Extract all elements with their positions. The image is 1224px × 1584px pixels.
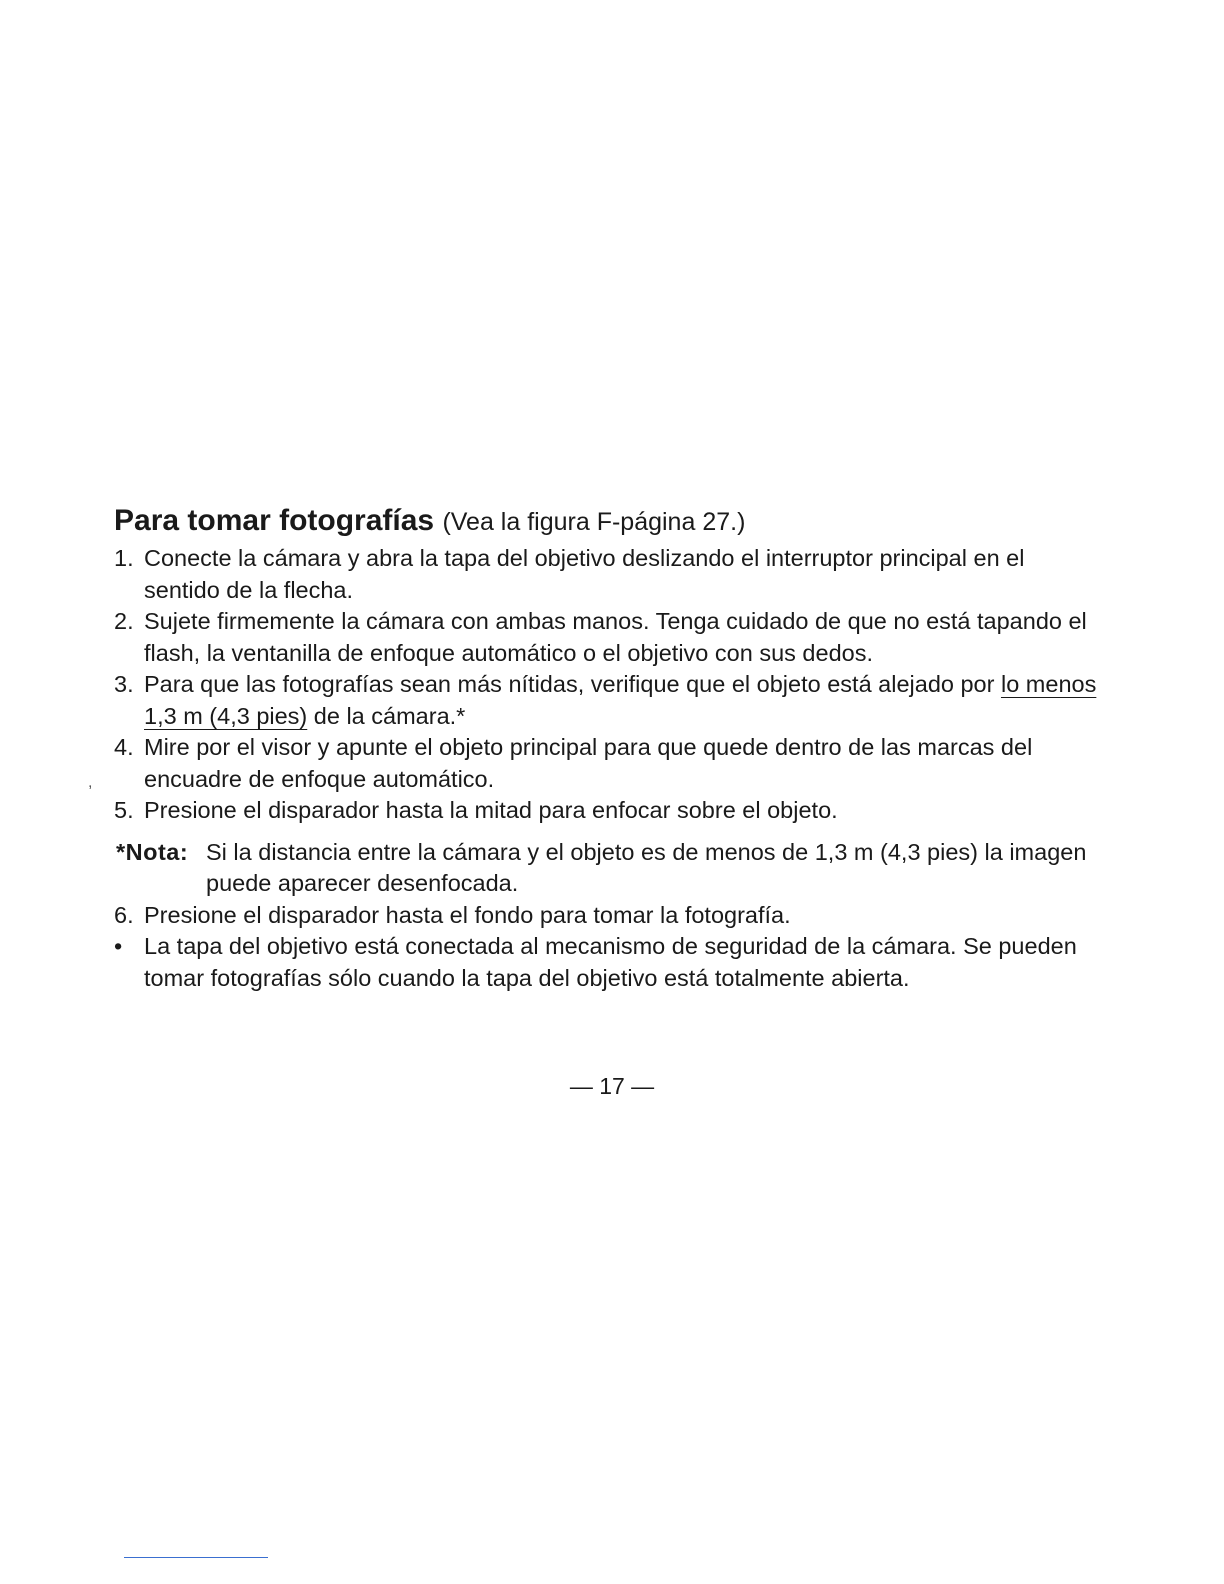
step-number: 6.: [114, 901, 134, 928]
page-content: [114, 502, 1104, 994]
step-text: Conecte la cámara y abra la tapa del objetivo deslizando el interruptor principal en el sentido de la flecha.: [144, 545, 1025, 603]
step-number: 5.: [114, 797, 134, 823]
page-number: — 17 —: [569, 1073, 655, 1099]
step-number: 4.: [114, 734, 134, 760]
step-3: [114, 669, 1104, 732]
step-number: 1.: [114, 545, 134, 571]
bullet-item: [114, 931, 1104, 994]
step-number: 3.: [114, 671, 134, 697]
step-number: 2.: [114, 608, 134, 634]
figure-reference: (Vea la figura F-página 27.): [442, 508, 746, 536]
bullet-icon: •: [114, 933, 123, 959]
step-4: [114, 732, 1104, 795]
section-heading: [114, 502, 1104, 541]
note-label: *Nota:: [116, 838, 189, 865]
step-text: Mire por el visor y apunte el objeto principal para que quede dentro de las marcas del encuadre de enfoque automático.: [144, 734, 1033, 792]
step-text: Presione el disparador hasta el fondo para tomar la fotografía.: [144, 901, 791, 928]
step-1: [114, 543, 1104, 606]
step-2: [114, 606, 1104, 669]
scan-mark: ,: [88, 774, 93, 791]
step-text-start: Para que las fotografías sean más nítidas, verifique que el objeto está alejado por: [144, 671, 1001, 697]
step-text: Sujete firmemente la cámara con ambas manos. Tenga cuidado de que no está tapando el flash, la ventanilla de enfoque automático o el objetivo con sus dedos.: [144, 608, 1087, 666]
step-text-end: de la cámara.*: [307, 702, 466, 729]
note-block: [114, 837, 1104, 900]
note-text: Si la distancia entre la cámara y el objeto es de menos de 1,3 m (4,3 pies) la imagen puede aparecer desenfocada.: [206, 838, 1087, 896]
step-6: [114, 900, 1104, 932]
margin-rule: [124, 1557, 268, 1558]
bullet-text: La tapa del objetivo está conectada al mecanismo de seguridad de la cámara. Se pueden tomar fotografías sólo cuando la tapa del objetivo está totalmente abierta.: [144, 933, 1077, 991]
step-text-underlined: lo menos 1,3 m (4,3 pies): [144, 671, 1097, 729]
step-5: [114, 795, 1104, 827]
step-text: Presione el disparador hasta la mitad para enfocar sobre el objeto.: [144, 797, 838, 823]
section-title: Para tomar fotografías: [114, 504, 435, 537]
